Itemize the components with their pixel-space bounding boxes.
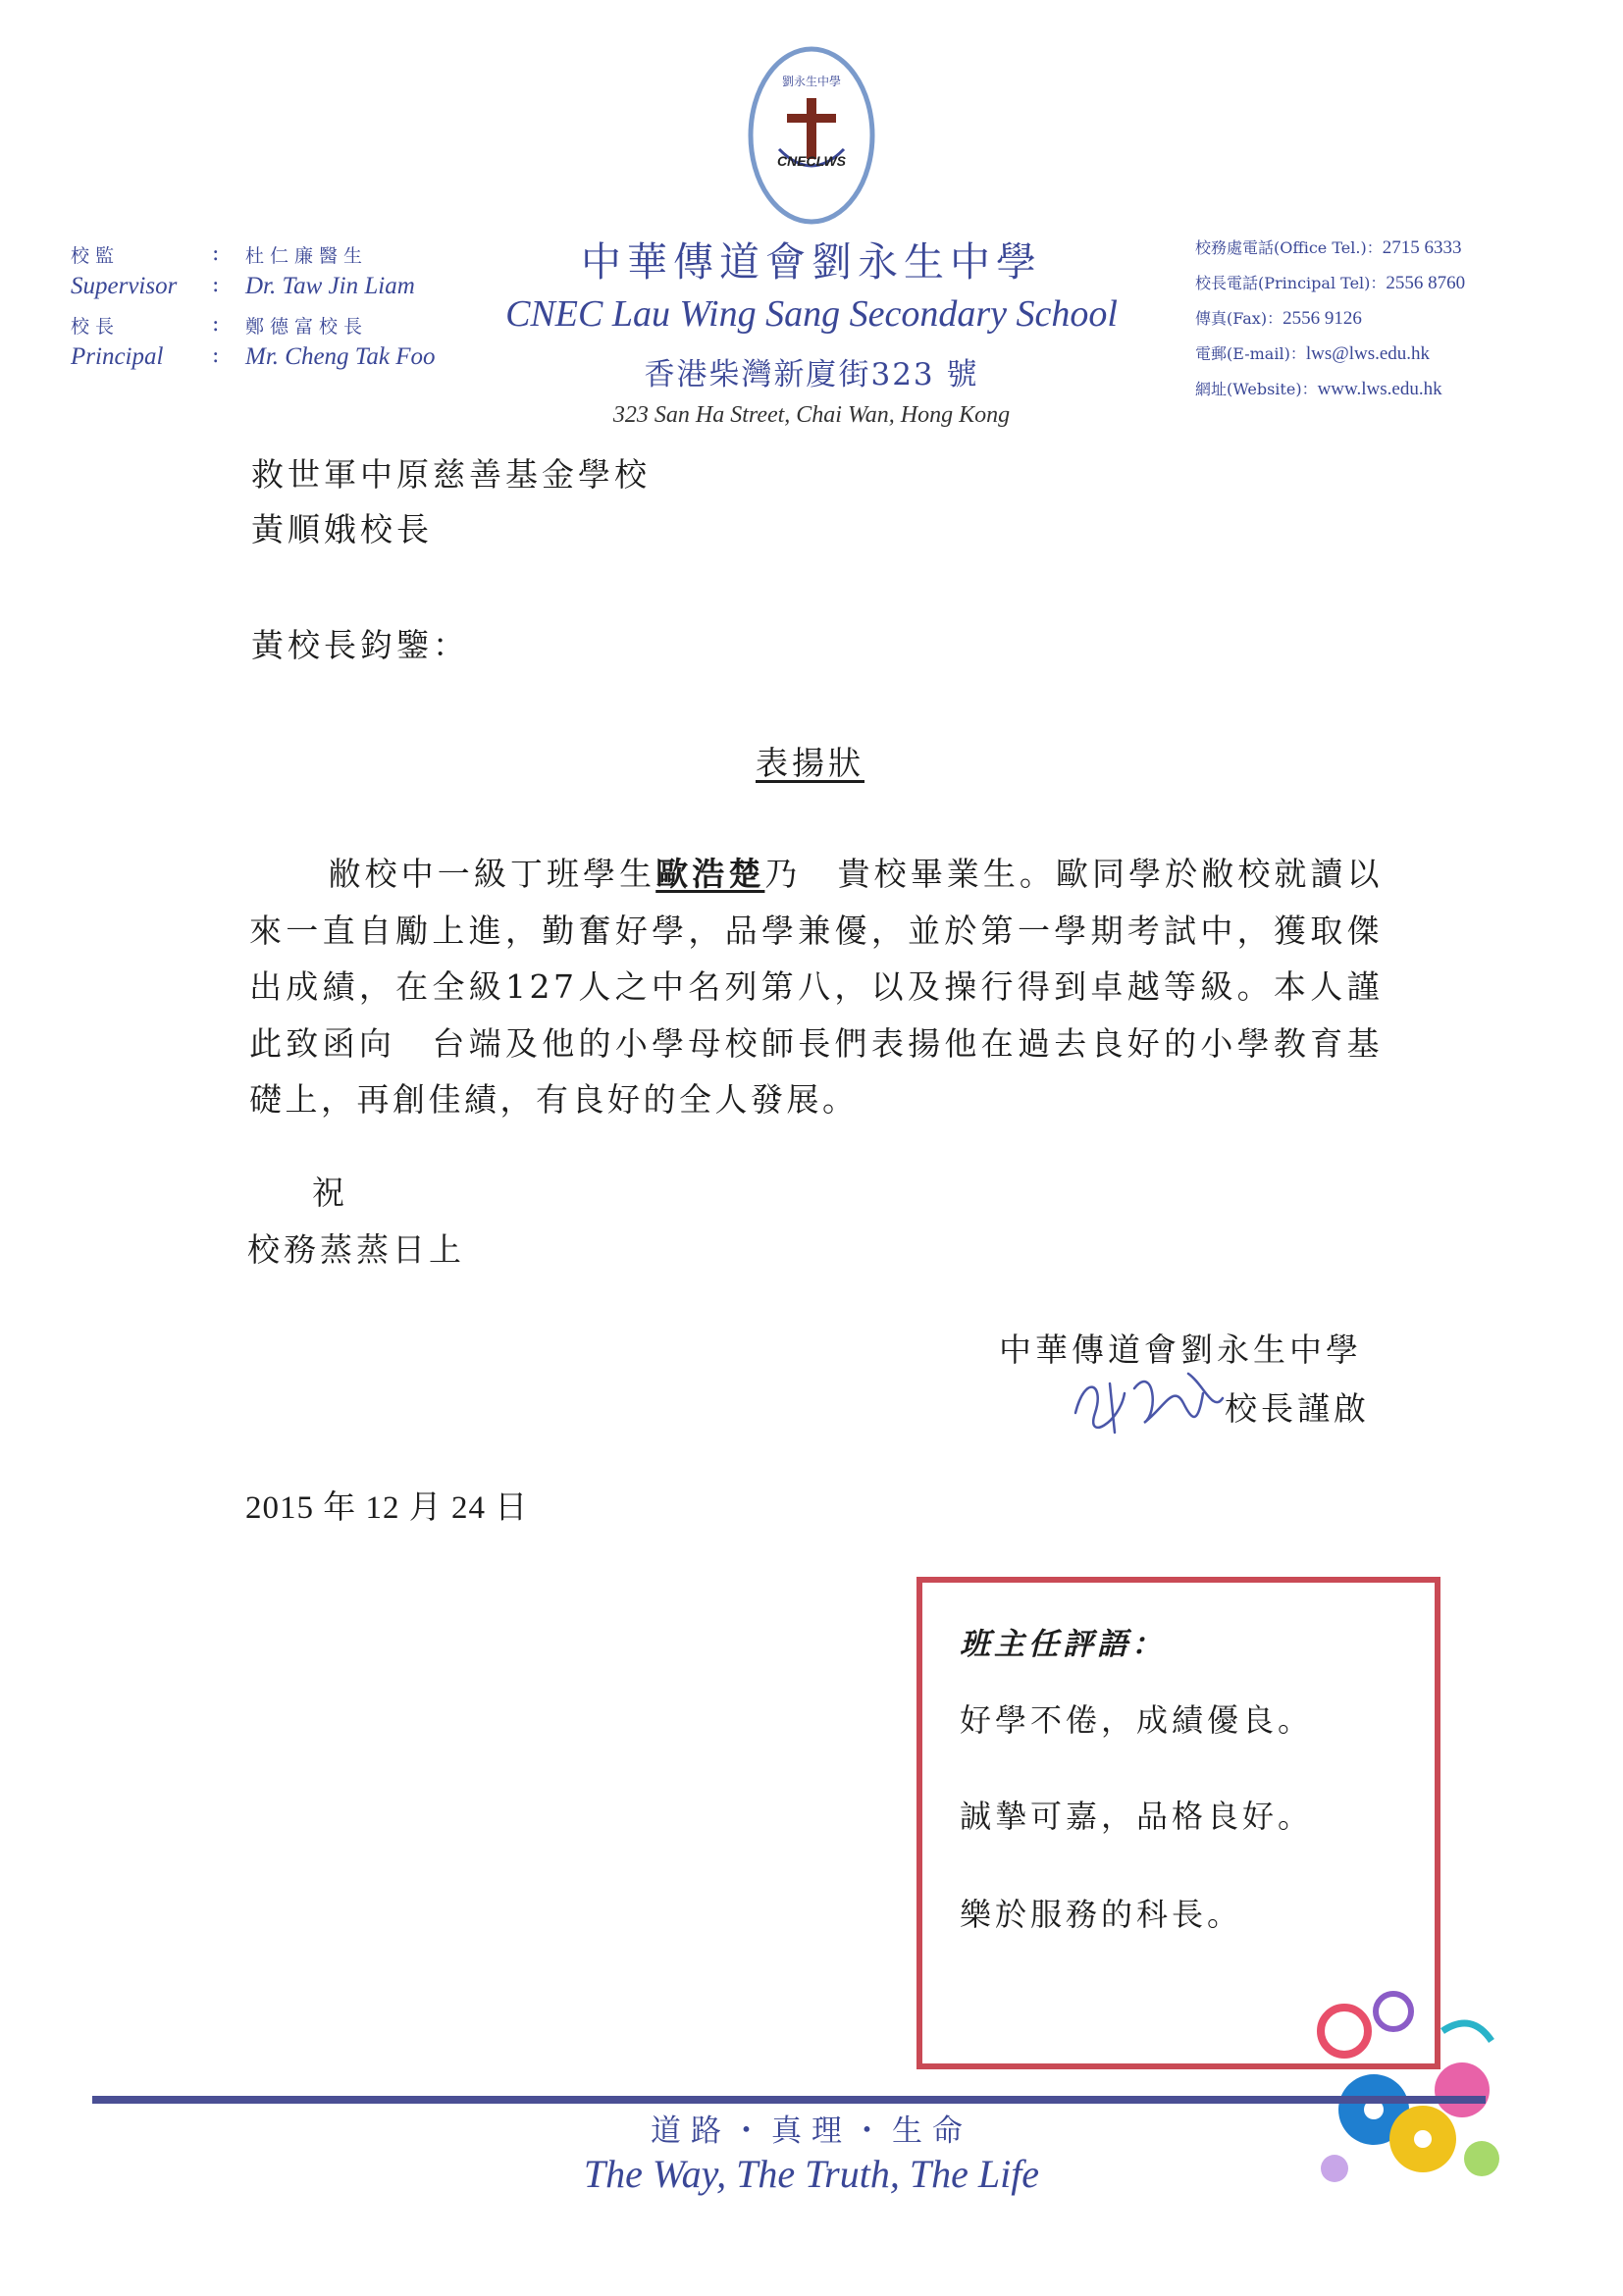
closing-2: 校務蒸蒸日上 [247, 1230, 465, 1269]
signature-icon [1066, 1354, 1232, 1442]
school-address-en: 323 San Ha Street, Chai Wan, Hong Kong [612, 402, 1011, 428]
principal-en-label: Principal [71, 343, 164, 370]
colon: : [212, 273, 220, 297]
principal-tel: 校長電話(Principal Tel)：2556 8760 [1195, 273, 1466, 293]
school-address-zh: 香港柴灣新廈街323 號 [644, 357, 979, 392]
salutation: 黃校長鈞鑒： [251, 626, 469, 664]
colon: : [212, 343, 220, 368]
supervisor-en-name: Dr. Taw Jin Liam [245, 273, 415, 299]
recipient-school: 救世軍中原慈善基金學校 [251, 455, 651, 494]
email: 電郵(E-mail)：lws@lws.edu.hk [1195, 343, 1431, 364]
letter-title: 表揚狀 [756, 744, 864, 782]
colon: : [212, 241, 220, 266]
office-tel: 校務處電話(Office Tel.)：2715 6333 [1195, 237, 1462, 258]
logo-ring-text: 劉永生中學 [781, 75, 841, 88]
colon: : [212, 312, 220, 337]
comment-title: 班主任評語： [960, 1627, 1166, 1662]
website: 網址(Website)：www.lws.edu.hk [1195, 379, 1442, 399]
school-logo [746, 43, 877, 228]
paragraph-start: 敝校中一級丁班學生 [328, 855, 656, 893]
principal-zh-name: 鄭德富校長 [245, 316, 369, 338]
sign-school: 中華傳道會劉永生中學 [999, 1331, 1362, 1369]
letter-date: 2015 年 12 月 24 日 [245, 1490, 529, 1526]
recipient-name: 黃順娥校長 [251, 510, 433, 548]
comment-line-1: 好學不倦，成績優良。 [960, 1701, 1314, 1739]
footer-rule [92, 2096, 1486, 2104]
supervisor-en-label: Supervisor [71, 273, 178, 299]
school-name-en: CNEC Lau Wing Sang Secondary School [505, 293, 1118, 335]
closing-1: 祝 [312, 1174, 348, 1212]
student-name: 歐浩楚 [655, 855, 765, 893]
supervisor-zh-label: 校監 [71, 245, 121, 267]
sign-title: 校長謹啟 [1225, 1389, 1370, 1428]
logo-emblem-text: CNECLWS [777, 153, 846, 169]
fax: 傳真(Fax)：2556 9126 [1195, 308, 1362, 329]
paragraph-rest: 乃 貴校畢業生。歐同學於敝校就讀以來一直自勵上進，勤奮好學，品學兼優，並於第一學期考試中，獲取傑出成績，在全級127人之中名列第八，以及操行得到卓越等級。本人謹此致函向 台端及他的小學母校師長們表揚他在過去良好的小學教育基礎上，再創佳績，有良好的全人發展。 [249, 855, 1384, 1119]
letter-paragraph [249, 846, 1383, 1128]
motto-en: The Way, The Truth, The Life [583, 2152, 1040, 2196]
motto-zh: 道路・真理・生命 [651, 2113, 972, 2149]
principal-en-name: Mr. Cheng Tak Foo [245, 343, 436, 370]
comment-line-3: 樂於服務的科長。 [960, 1896, 1243, 1933]
cross-emblem-icon [746, 43, 877, 228]
school-name-zh: 中華傳道會劉永生中學 [581, 238, 1042, 286]
supervisor-zh-name: 杜仁廉醫生 [245, 245, 369, 267]
principal-zh-label: 校長 [71, 316, 121, 338]
comment-line-2: 誠摯可嘉，品格良好。 [960, 1798, 1314, 1835]
